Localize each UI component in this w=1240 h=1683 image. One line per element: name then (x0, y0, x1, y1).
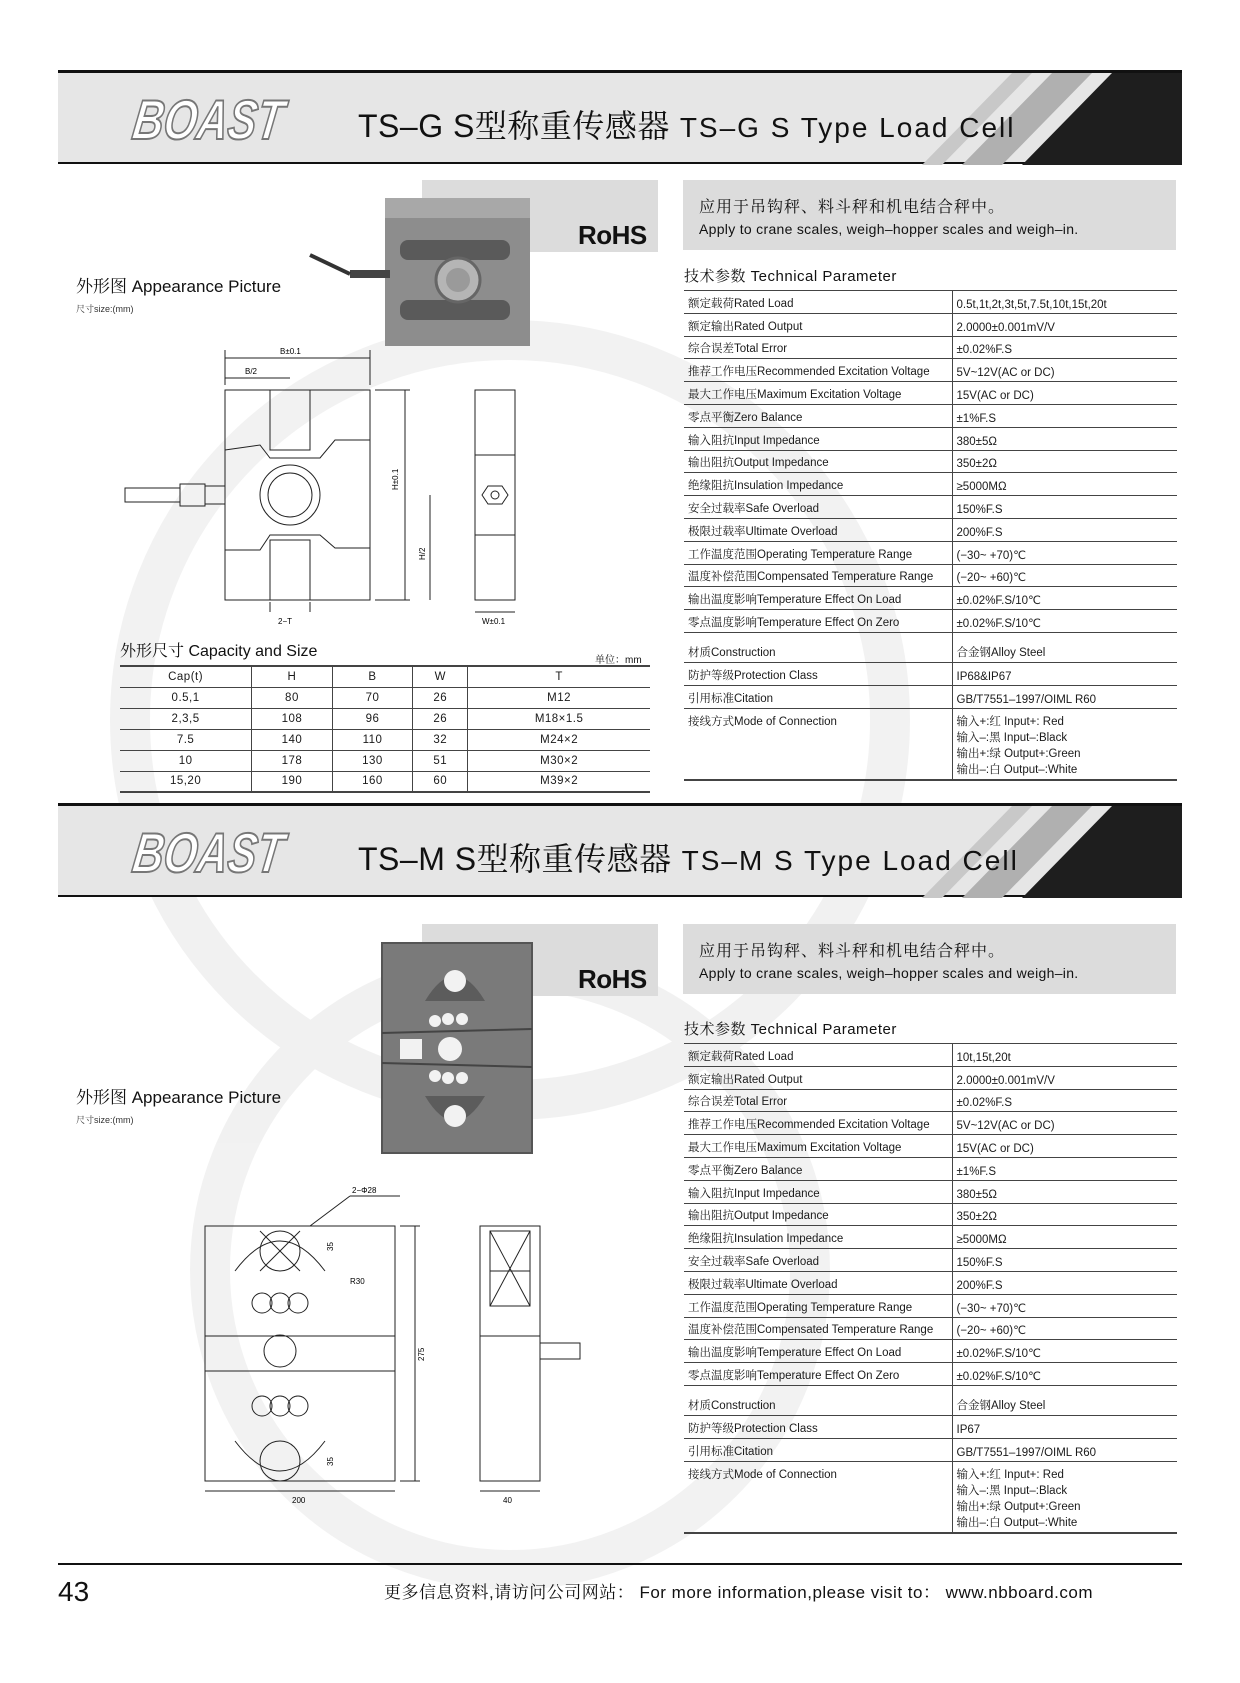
ts-m-product-photo (380, 941, 535, 1156)
param-value: ±1%F.S (952, 1157, 1177, 1180)
param-value: 合金钢Alloy Steel (952, 1385, 1177, 1415)
param-row (684, 1438, 1177, 1461)
param-row (684, 685, 1177, 708)
param-row (684, 359, 1177, 382)
table-cell: 60 (413, 771, 468, 792)
param-row (684, 1112, 1177, 1135)
connection-line: 输出–:白 Output–:White (956, 1516, 1078, 1529)
param-value-connection (952, 708, 1177, 780)
param-row (684, 291, 1177, 314)
param-key: 额定输出Rated Output (684, 1066, 952, 1089)
application-box (683, 180, 1176, 250)
param-key: 输出阻抗Output Impedance (684, 450, 952, 473)
column-header: T (468, 666, 650, 687)
connection-line: 输入–:黑 Input–:Black (956, 731, 1068, 744)
param-value: 10t,15t,20t (952, 1044, 1177, 1067)
param-key: 最大工作电压Maximum Excitation Voltage (684, 382, 952, 405)
param-row (684, 382, 1177, 405)
param-value: 2.0000±0.001mV/V (952, 1066, 1177, 1089)
product-title (358, 834, 1019, 880)
dim-label-h2: H/2 (418, 547, 427, 560)
param-value: 200%F.S (952, 518, 1177, 541)
technical-parameter-table (684, 1043, 1177, 1534)
footer-website-text: 更多信息资料,请访问公司网站： For more information,please visit to： www.nbboard.com (384, 1583, 1094, 1602)
param-value: 0.5t,1t,2t,3t,5t,7.5t,10t,15t,20t (952, 291, 1177, 314)
param-row (684, 1089, 1177, 1112)
param-key: 额定载荷Rated Load (684, 1044, 952, 1067)
ts-m-technical-drawing (190, 1181, 630, 1521)
param-key: 工作温度范围Operating Temperature Range (684, 541, 952, 564)
param-row (684, 1044, 1177, 1067)
param-value: 合金钢Alloy Steel (952, 632, 1177, 662)
param-value: GB/T7551–1997/OIML R60 (952, 685, 1177, 708)
table-row (120, 729, 650, 750)
column-header: Cap(t) (120, 666, 252, 687)
param-value: 15V(AC or DC) (952, 382, 1177, 405)
param-value: ≥5000MΩ (952, 473, 1177, 496)
application-box (683, 924, 1176, 994)
application-en: Apply to crane scales, weigh–hopper scales and weigh–in. (699, 965, 1079, 981)
dim-label-phi: 2−Φ28 (352, 1186, 377, 1195)
table-cell: 26 (413, 708, 468, 729)
product-title (358, 101, 1015, 147)
param-key: 防护等级Protection Class (684, 662, 952, 685)
dim-label-h: H±0.1 (391, 468, 400, 490)
table-cell: 110 (332, 729, 413, 750)
boast-logo (129, 87, 334, 151)
table-row (120, 750, 650, 771)
svg-text:BOAST: BOAST (129, 88, 334, 151)
table-cell: 2,3,5 (120, 708, 252, 729)
param-key: 零点温度影响Temperature Effect On Zero (684, 610, 952, 633)
param-row (684, 587, 1177, 610)
product-section-ts-g (0, 70, 1240, 800)
param-row (684, 336, 1177, 359)
table-cell: M12 (468, 687, 650, 708)
table-cell: 140 (252, 729, 333, 750)
param-key: 极限过载率Ultimate Overload (684, 518, 952, 541)
param-row (684, 632, 1177, 662)
table-cell: 10 (120, 750, 252, 771)
connection-line: 输出+:绿 Output+:Green (956, 1500, 1081, 1513)
table-row (120, 687, 650, 708)
param-key: 极限过载率Ultimate Overload (684, 1271, 952, 1294)
param-value: (−20~ +60)℃ (952, 564, 1177, 587)
param-value: 350±2Ω (952, 1203, 1177, 1226)
param-key: 额定载荷Rated Load (684, 291, 952, 314)
dim-label-200: 200 (292, 1496, 306, 1505)
param-row (684, 404, 1177, 427)
param-key: 防护等级Protection Class (684, 1415, 952, 1438)
param-key: 材质Construction (684, 1385, 952, 1415)
table-cell: 80 (252, 687, 333, 708)
param-key: 温度补偿范围Compensated Temperature Range (684, 564, 952, 587)
param-value: 5V~12V(AC or DC) (952, 1112, 1177, 1135)
param-key: 综合误差Total Error (684, 1089, 952, 1112)
table-cell: 32 (413, 729, 468, 750)
application-en: Apply to crane scales, weigh–hopper scales and weigh–in. (699, 221, 1079, 237)
param-value: ±0.02%F.S (952, 1089, 1177, 1112)
param-value: 350±2Ω (952, 450, 1177, 473)
param-value: 2.0000±0.001mV/V (952, 313, 1177, 336)
product-title-en: TS–G S Type Load Cell (679, 112, 1016, 143)
table-cell: 70 (332, 687, 413, 708)
param-value: 15V(AC or DC) (952, 1135, 1177, 1158)
param-value: IP68&IP67 (952, 662, 1177, 685)
param-key: 输出阻抗Output Impedance (684, 1203, 952, 1226)
connection-line: 输出–:白 Output–:White (956, 763, 1078, 776)
param-row (684, 473, 1177, 496)
capacity-size-unit: 单位：mm (595, 655, 642, 666)
param-value: 380±5Ω (952, 1180, 1177, 1203)
param-row (684, 1157, 1177, 1180)
param-row (684, 313, 1177, 336)
param-value: (−30~ +70)℃ (952, 541, 1177, 564)
product-section-ts-m (0, 803, 1240, 1563)
param-row (684, 1203, 1177, 1226)
param-key: 推荐工作电压Recommended Excitation Voltage (684, 1112, 952, 1135)
param-key: 安全过载率Safe Overload (684, 496, 952, 519)
table-cell: 0.5,1 (120, 687, 252, 708)
table-cell: M30×2 (468, 750, 650, 771)
param-value: ±1%F.S (952, 404, 1177, 427)
product-banner (58, 70, 1182, 164)
param-value: ±0.02%F.S/10℃ (952, 587, 1177, 610)
param-row (684, 1249, 1177, 1272)
ts-g-technical-drawing (120, 340, 540, 630)
dim-label-40: 40 (503, 1496, 512, 1505)
param-value: ±0.02%F.S/10℃ (952, 1340, 1177, 1363)
param-key: 材质Construction (684, 632, 952, 662)
table-cell: 178 (252, 750, 333, 771)
table-cell: M39×2 (468, 771, 650, 792)
param-row (684, 518, 1177, 541)
dim-label-b2: B/2 (245, 367, 258, 376)
table-header-row (120, 666, 650, 687)
param-value-connection (952, 1461, 1177, 1533)
table-row (120, 708, 650, 729)
param-key: 工作温度范围Operating Temperature Range (684, 1294, 952, 1317)
param-row (684, 1363, 1177, 1386)
dim-label-b: B±0.1 (280, 347, 301, 356)
appearance-title: 外形图 Appearance Picture (76, 277, 282, 296)
param-row (684, 662, 1177, 685)
svg-text:BOAST: BOAST (129, 821, 334, 884)
param-key: 绝缘阻抗Insulation Impedance (684, 1226, 952, 1249)
size-unit-note: 尺寸size:(mm) (76, 1115, 134, 1125)
table-cell: M18×1.5 (468, 708, 650, 729)
param-key: 额定输出Rated Output (684, 313, 952, 336)
size-unit-note: 尺寸size:(mm) (76, 304, 134, 314)
param-value: 5V~12V(AC or DC) (952, 359, 1177, 382)
rohs-mark: RoHS (578, 220, 647, 250)
dim-label-t: 2−T (278, 617, 293, 626)
param-key: 输入阻抗Input Impedance (684, 1180, 952, 1203)
param-key: 接线方式Mode of Connection (684, 1461, 952, 1533)
connection-line: 输入–:黑 Input–:Black (956, 1484, 1068, 1497)
param-row (684, 1385, 1177, 1415)
table-cell: 26 (413, 687, 468, 708)
param-row (684, 1317, 1177, 1340)
application-cn: 应用于吊钩秤、料斗秤和机电结合秤中。 (699, 199, 1006, 216)
table-cell: 96 (332, 708, 413, 729)
param-row (684, 610, 1177, 633)
param-key: 综合误差Total Error (684, 336, 952, 359)
capacity-size-table (120, 665, 650, 793)
param-row-connection (684, 708, 1177, 780)
param-row (684, 1226, 1177, 1249)
param-value: 380±5Ω (952, 427, 1177, 450)
table-cell: 190 (252, 771, 333, 792)
param-row (684, 427, 1177, 450)
param-row (684, 1340, 1177, 1363)
param-key: 安全过载率Safe Overload (684, 1249, 952, 1272)
column-header: W (413, 666, 468, 687)
rohs-mark: RoHS (578, 964, 647, 994)
ts-g-product-photo (310, 190, 540, 350)
param-key: 推荐工作电压Recommended Excitation Voltage (684, 359, 952, 382)
technical-parameter-table (684, 290, 1177, 781)
product-title-en: TS–M S Type Load Cell (681, 845, 1019, 876)
param-key: 最大工作电压Maximum Excitation Voltage (684, 1135, 952, 1158)
param-value: GB/T7551–1997/OIML R60 (952, 1438, 1177, 1461)
param-value: ±0.02%F.S/10℃ (952, 610, 1177, 633)
param-value: 150%F.S (952, 1249, 1177, 1272)
dim-label-r30: R30 (350, 1277, 365, 1286)
param-row (684, 1271, 1177, 1294)
param-value: ≥5000MΩ (952, 1226, 1177, 1249)
param-value: 200%F.S (952, 1271, 1177, 1294)
param-key: 绝缘阻抗Insulation Impedance (684, 473, 952, 496)
footer-divider (58, 1563, 1182, 1565)
param-value: (−20~ +60)℃ (952, 1317, 1177, 1340)
param-value: (−30~ +70)℃ (952, 1294, 1177, 1317)
param-row (684, 1135, 1177, 1158)
param-key: 零点平衡Zero Balance (684, 404, 952, 427)
application-cn: 应用于吊钩秤、料斗秤和机电结合秤中。 (699, 943, 1006, 960)
column-header: B (332, 666, 413, 687)
param-key: 输入阻抗Input Impedance (684, 427, 952, 450)
param-key: 零点温度影响Temperature Effect On Zero (684, 1363, 952, 1386)
table-cell: 15,20 (120, 771, 252, 792)
product-title-cn: TS–G S型称重传感器 (358, 108, 670, 144)
param-row (684, 541, 1177, 564)
table-cell: 130 (332, 750, 413, 771)
param-key: 引用标准Citation (684, 685, 952, 708)
column-header: H (252, 666, 333, 687)
dim-label-275: 275 (417, 1347, 426, 1361)
technical-parameter-title: 技术参数 Technical Parameter (684, 1021, 897, 1038)
page-number: 43 (58, 1576, 90, 1607)
connection-line: 输入+:红 Input+: Red (956, 1468, 1064, 1481)
dim-label-w: W±0.1 (482, 617, 506, 626)
table-cell: M24×2 (468, 729, 650, 750)
product-title-cn: TS–M S型称重传感器 (358, 841, 672, 877)
param-value: ±0.02%F.S (952, 336, 1177, 359)
param-row (684, 496, 1177, 519)
param-key: 输出温度影响Temperature Effect On Load (684, 1340, 952, 1363)
param-value: 150%F.S (952, 496, 1177, 519)
appearance-title: 外形图 Appearance Picture (76, 1088, 282, 1107)
boast-logo (129, 820, 334, 884)
connection-line: 输入+:红 Input+: Red (956, 715, 1064, 728)
param-row (684, 1180, 1177, 1203)
table-cell: 51 (413, 750, 468, 771)
param-value: ±0.02%F.S/10℃ (952, 1363, 1177, 1386)
param-key: 输出温度影响Temperature Effect On Load (684, 587, 952, 610)
connection-line: 输出+:绿 Output+:Green (956, 747, 1081, 760)
capacity-size-title: 外形尺寸 Capacity and Size (120, 643, 318, 660)
dim-label-35-bottom: 35 (326, 1457, 335, 1466)
param-row (684, 1415, 1177, 1438)
table-cell: 7.5 (120, 729, 252, 750)
param-value: IP67 (952, 1415, 1177, 1438)
technical-parameter-title: 技术参数 Technical Parameter (684, 268, 897, 285)
product-banner (58, 803, 1182, 897)
table-row (120, 771, 650, 792)
param-key: 温度补偿范围Compensated Temperature Range (684, 1317, 952, 1340)
param-key: 引用标准Citation (684, 1438, 952, 1461)
table-cell: 108 (252, 708, 333, 729)
param-key: 零点平衡Zero Balance (684, 1157, 952, 1180)
param-row (684, 564, 1177, 587)
param-row (684, 450, 1177, 473)
param-row-connection (684, 1461, 1177, 1533)
dim-label-35-top: 35 (326, 1242, 335, 1251)
param-key: 接线方式Mode of Connection (684, 708, 952, 780)
param-row (684, 1066, 1177, 1089)
table-cell: 160 (332, 771, 413, 792)
param-row (684, 1294, 1177, 1317)
